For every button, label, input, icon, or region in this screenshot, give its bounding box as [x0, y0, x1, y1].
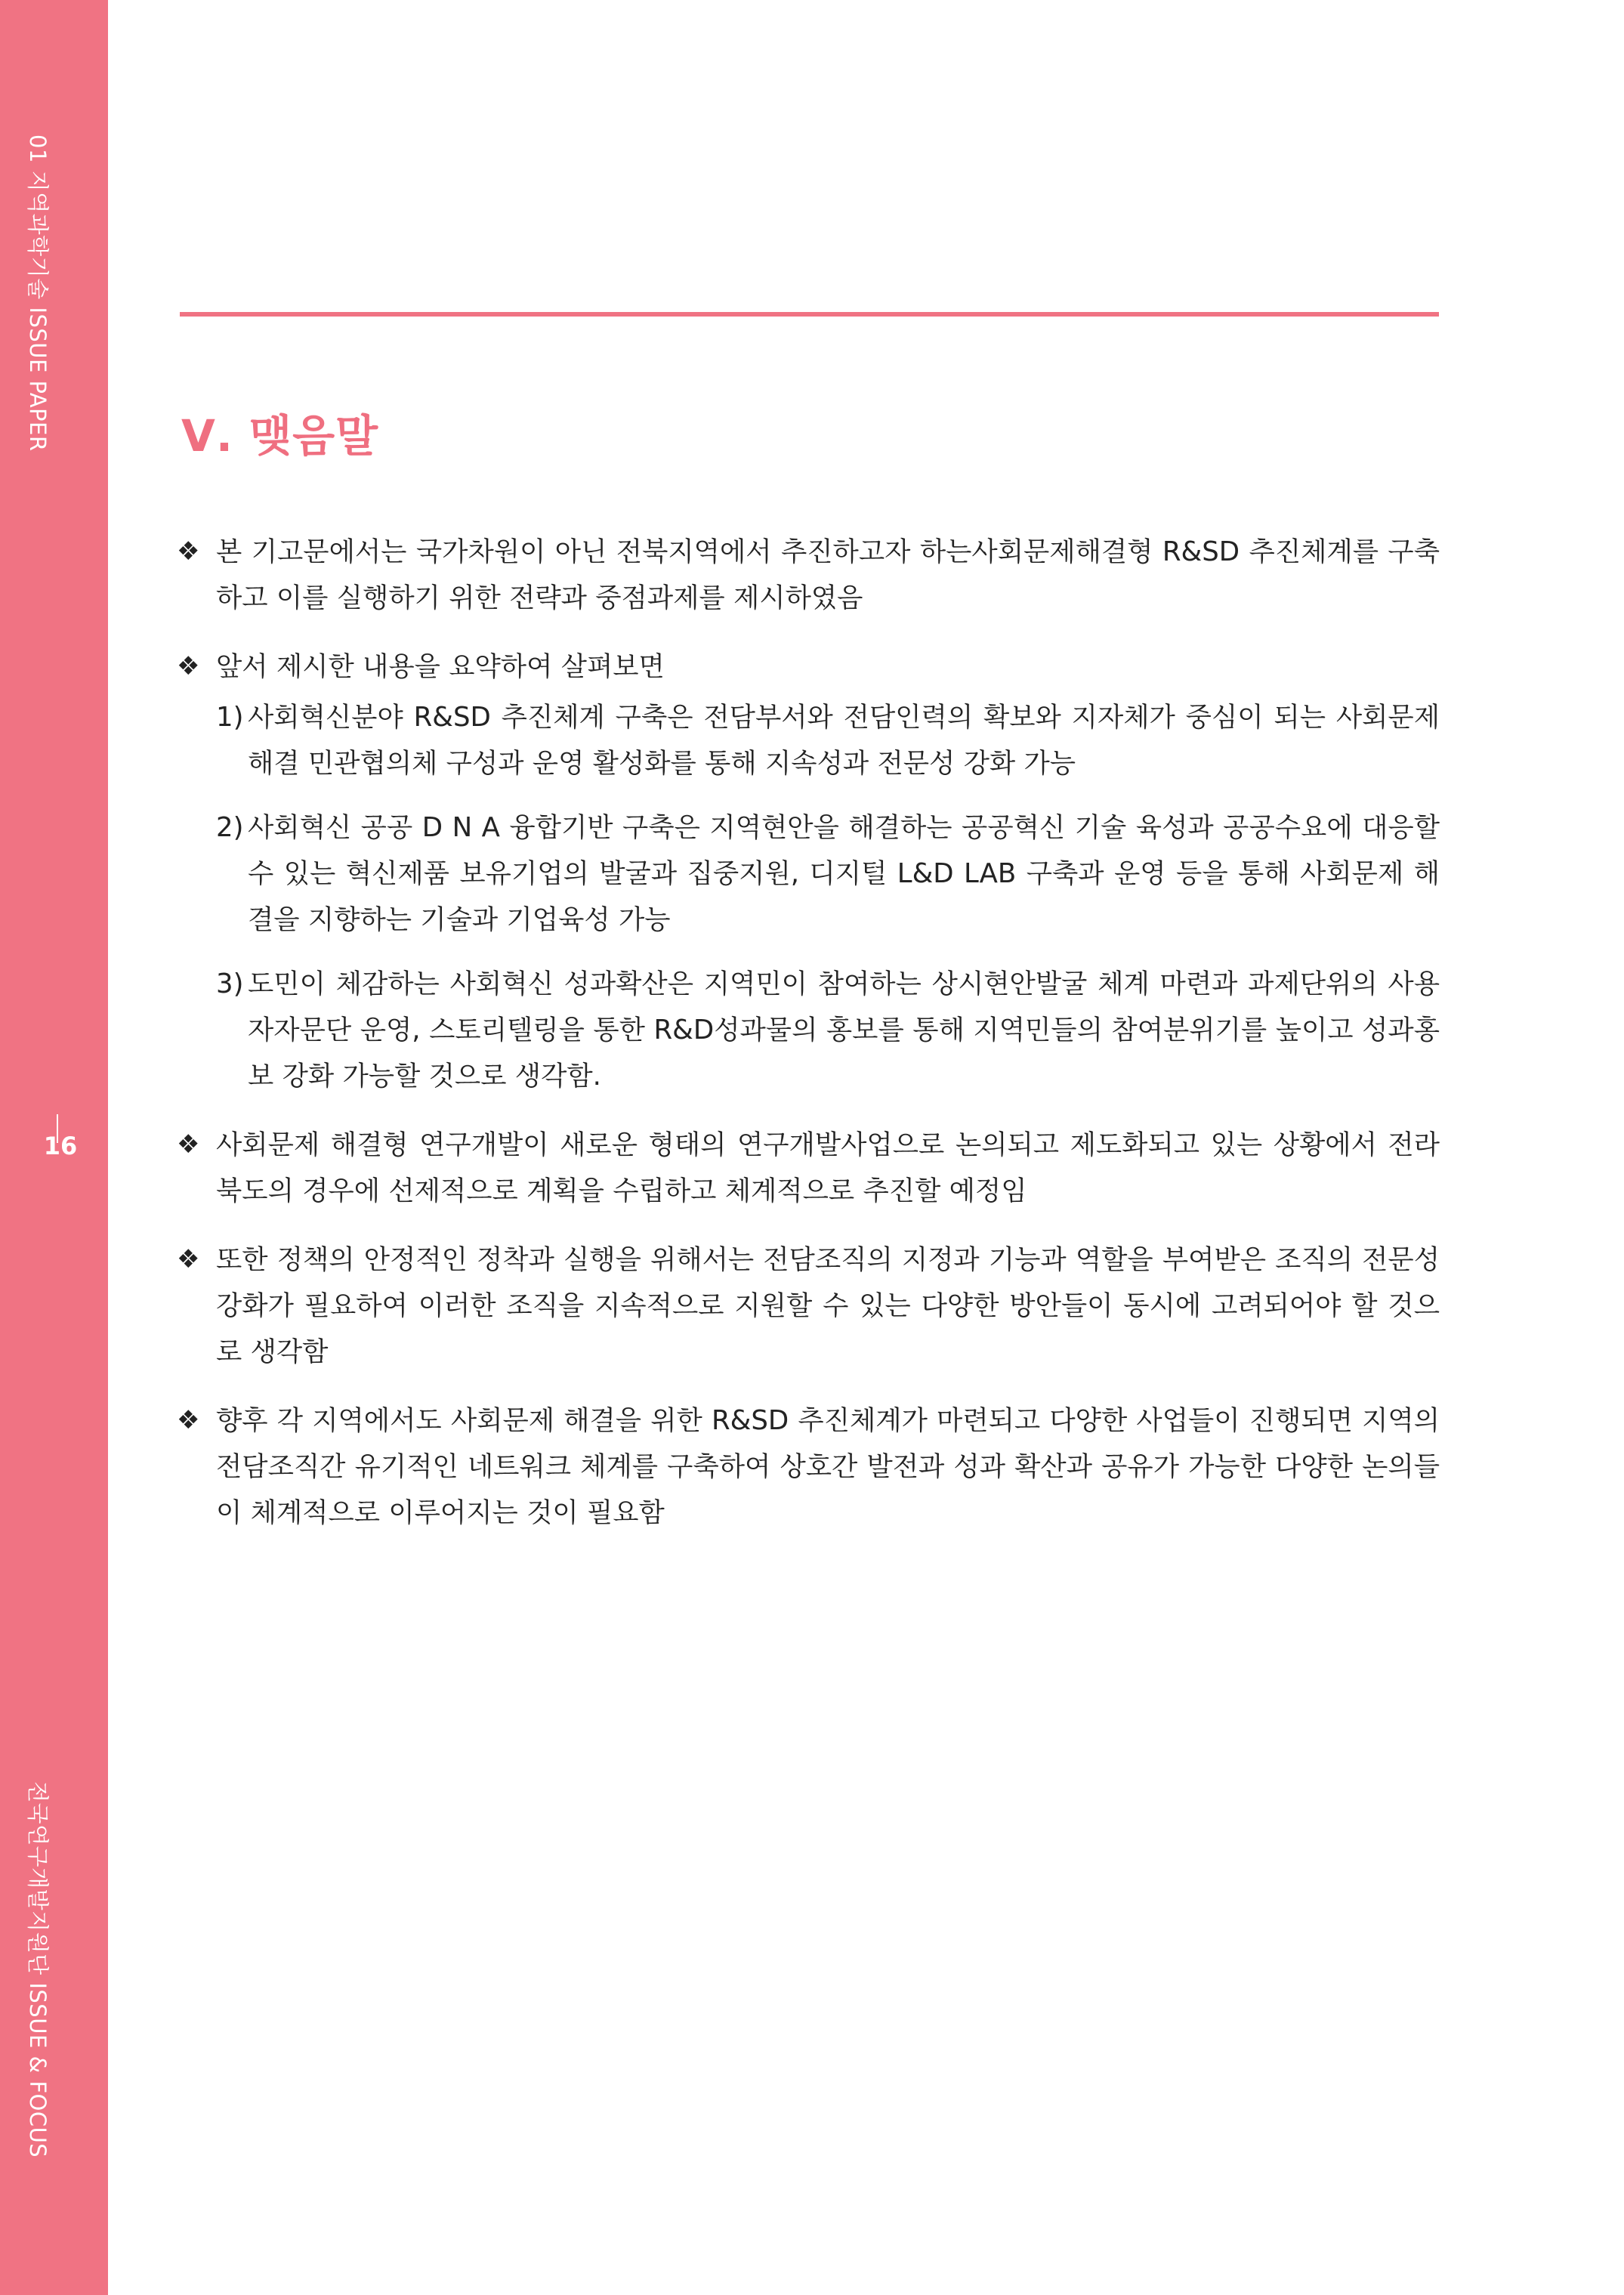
summary-item-text: 도민이 체감하는 사회혁신 성과확산은 지역민이 참여하는 상시현안발굴 체계 마련과 과제단위의 사용자자문단 운영, 스토리텔링을 통한 R&D성과물의 홍보를 통해 지역민들의 참여분위기를 높이고 성과홍보 강화 가능할 것으로 생각함.: [248, 968, 1440, 1092]
body-content: [177, 529, 1440, 1558]
section-title: Ⅴ. 맺음말: [181, 410, 379, 462]
list-item: [177, 1237, 1440, 1375]
sidebar: [0, 0, 108, 2295]
diamond-bullet-icon: ❖: [177, 1129, 200, 1160]
list-item: [177, 529, 1440, 621]
summary-item: [216, 805, 1440, 943]
page-number: 16: [43, 1132, 78, 1160]
bullet-text: 향후 각 지역에서도 사회문제 해결을 위한 R&SD 추진체계가 마련되고 다양한 사업들이 진행되면 지역의 전담조직간 유기적인 네트워크 체계를 구축하여 상호간 발전과 성과 확산과 공유가 가능한 다양한 논의들이 체계적으로 이루어지는 것이 필요함: [216, 1405, 1440, 1528]
diamond-bullet-icon: ❖: [177, 1244, 200, 1274]
summary-item-number: 1): [216, 702, 244, 733]
list-item: [177, 1122, 1440, 1214]
diamond-bullet-icon: ❖: [177, 1405, 200, 1435]
summary-item-text: 사회혁신분야 R&SD 추진체계 구축은 전담부서와 전담인력의 확보와 지자체가 중심이 되는 사회문제해결 민관협의체 구성과 운영 활성화를 통해 지속성과 전문성 강화 가능: [248, 702, 1440, 779]
summary-item: [216, 694, 1440, 786]
diamond-bullet-icon: ❖: [177, 651, 200, 681]
bullet-text: 앞서 제시한 내용을 요약하여 살펴보면: [216, 651, 665, 682]
publisher-label: 전국연구개발지원단 ISSUE & FOCUS: [25, 1781, 51, 2158]
header-rule: [180, 312, 1439, 317]
summary-item-number: 3): [216, 968, 244, 999]
summary-item-text: 사회혁신 공공 D N A 융합기반 구축은 지역현안을 해결하는 공공혁신 기술 육성과 공공수요에 대응할 수 있는 혁신제품 보유기업의 발굴과 집중지원, 디지털 L&D LAB 구축과 운영 등을 통해 사회문제 해결을 지향하는 기술과 기업육성 가능: [248, 812, 1440, 935]
summary-list: [177, 694, 1440, 1099]
list-item: [177, 1398, 1440, 1536]
series-label: 01 지역과학기술 ISSUE PAPER: [25, 134, 51, 452]
summary-item: [216, 961, 1440, 1099]
bullet-text: 본 기고문에서는 국가차원이 아닌 전북지역에서 추진하고자 하는사회문제해결형 R&SD 추진체계를 구축하고 이를 실행하기 위한 전략과 중점과제를 제시하였음: [216, 536, 1440, 613]
bullet-text: 또한 정책의 안정적인 정착과 실행을 위해서는 전담조직의 지정과 기능과 역할을 부여받은 조직의 전문성 강화가 필요하여 이러한 조직을 지속적으로 지원할 수 있는 다양한 방안들이 동시에 고려되어야 할 것으로 생각함: [216, 1244, 1440, 1367]
diamond-bullet-icon: ❖: [177, 536, 200, 567]
list-item: [177, 644, 1440, 690]
bullet-text: 사회문제 해결형 연구개발이 새로운 형태의 연구개발사업으로 논의되고 제도화되고 있는 상황에서 전라북도의 경우에 선제적으로 계획을 수립하고 체계적으로 추진할 예정임: [216, 1129, 1440, 1206]
summary-item-number: 2): [216, 812, 244, 843]
